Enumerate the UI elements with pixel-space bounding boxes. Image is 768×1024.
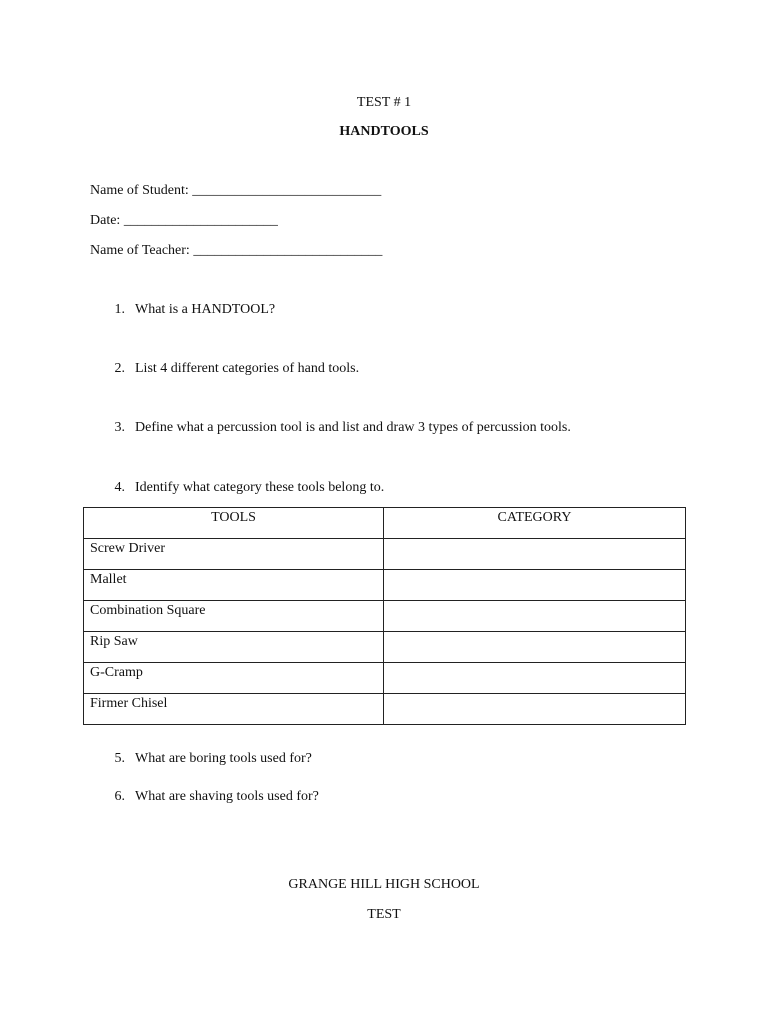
school-name: GRANGE HILL HIGH SCHOOL [288, 877, 480, 892]
table-row [84, 663, 686, 694]
table-row [84, 539, 686, 570]
question-text: What are boring tools used for? [135, 751, 312, 766]
tools-column-header: TOOLS [84, 508, 384, 539]
category-cell [384, 663, 686, 694]
table-row [84, 694, 686, 725]
table-header-row [84, 508, 686, 539]
category-cell [384, 601, 686, 632]
student-name-field: Name of Student: ___________________________ [90, 183, 382, 198]
question-number: 2. [114, 361, 125, 376]
category-cell [384, 539, 686, 570]
question-text: Identify what category these tools belong to. [135, 480, 385, 495]
teacher-name-field: Name of Teacher: ___________________________ [90, 243, 383, 258]
table-row [84, 570, 686, 601]
question-text: What are shaving tools used for? [135, 789, 319, 804]
question-text: Define what a percussion tool is and list and draw 3 types of percussion tools. [135, 420, 571, 435]
tool-cell: Screw Driver [84, 539, 384, 570]
category-cell [384, 570, 686, 601]
table-row [84, 601, 686, 632]
tool-cell: Firmer Chisel [84, 694, 384, 725]
page-title: HANDTOOLS [339, 124, 429, 139]
category-column-header: CATEGORY [384, 508, 686, 539]
tool-cell: Combination Square [84, 601, 384, 632]
tools-table [83, 507, 686, 725]
date-field: Date: ______________________ [90, 213, 278, 228]
question-number: 4. [114, 480, 125, 495]
category-cell [384, 694, 686, 725]
question-number: 3. [114, 420, 125, 435]
category-cell [384, 632, 686, 663]
question-text: What is a HANDTOOL? [135, 302, 276, 317]
question-text: List 4 different categories of hand tools. [135, 361, 360, 376]
table-row [84, 632, 686, 663]
test-number: TEST # 1 [356, 95, 412, 110]
tool-cell: Mallet [84, 570, 384, 601]
question-number: 6. [114, 789, 125, 804]
question-number: 1. [114, 302, 125, 317]
tool-cell: G-Cramp [84, 663, 384, 694]
tool-cell: Rip Saw [84, 632, 384, 663]
question-number: 5. [114, 751, 125, 766]
footer-label: TEST [367, 907, 401, 922]
